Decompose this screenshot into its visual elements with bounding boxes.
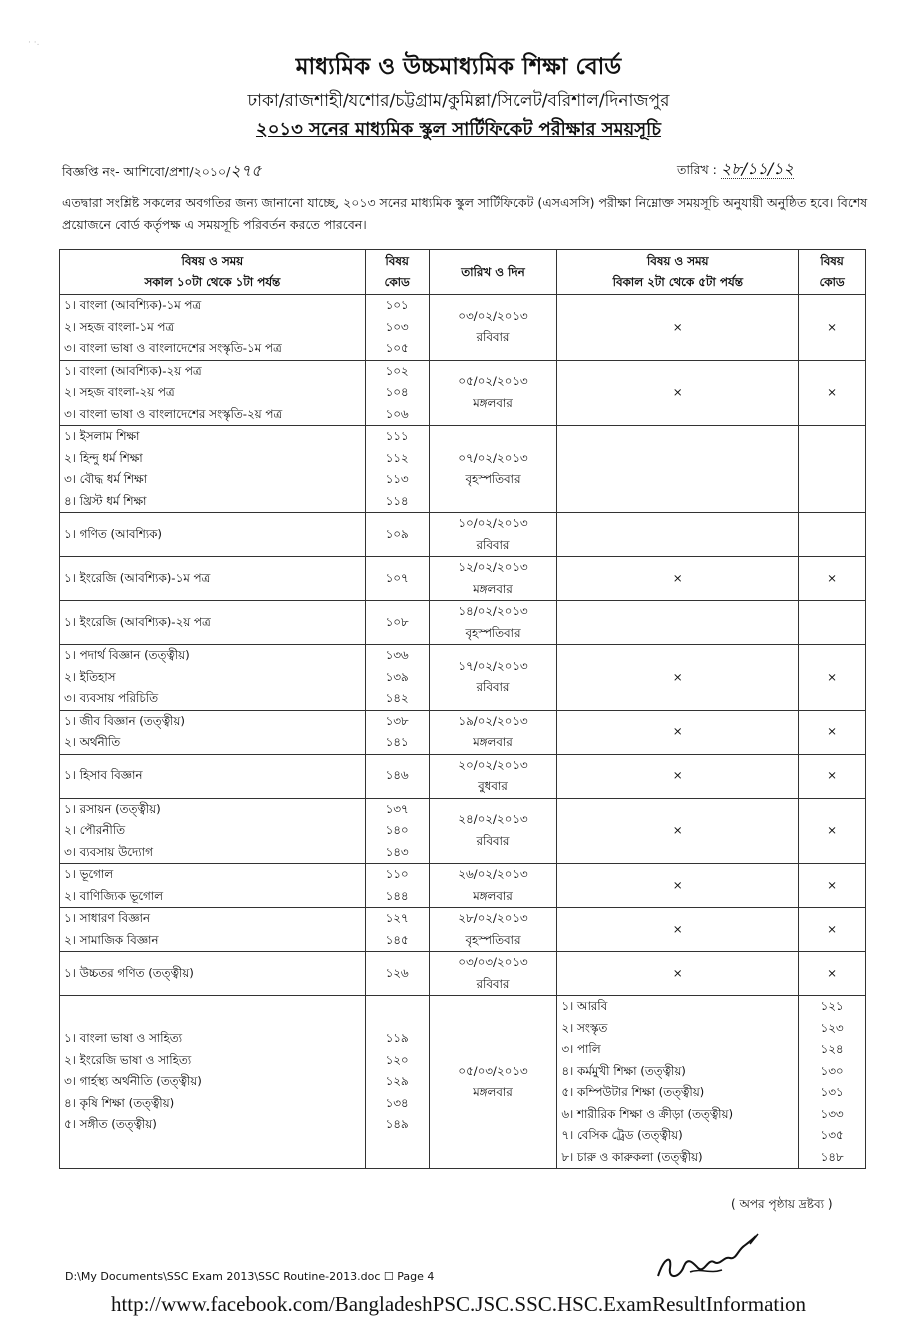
- header-code: [365, 250, 429, 295]
- date-cell: [429, 360, 557, 426]
- exam-day: বৃহস্পতিবার: [465, 932, 521, 947]
- date-cell: [429, 908, 557, 952]
- morning-code: ১০৭: [385, 570, 409, 585]
- exam-day: বৃহস্পতিবার: [465, 472, 521, 486]
- afternoon-code: ×: [827, 724, 837, 739]
- afternoon-subject: ৭। বেসিক ট্রেড (তত্ত্বীয়): [561, 1128, 683, 1142]
- morning-code: ১০২: [385, 363, 409, 378]
- morning-subjects-cell: [60, 360, 366, 426]
- afternoon-subjects-cell: [557, 996, 799, 1169]
- morning-code: ১৪৪: [385, 888, 409, 903]
- table-row: [60, 996, 866, 1169]
- exam-date: ১২/০২/২০১৩: [458, 560, 528, 574]
- exam-date: ০৭/০২/২০১৩: [458, 450, 528, 465]
- morning-subject: ৩। ব্যবসায় উদ্যোগ: [64, 844, 153, 859]
- morning-subject: ২। বাণিজ্যিক ভূগোল: [64, 888, 163, 903]
- afternoon-code: ১৩০: [820, 1063, 844, 1078]
- morning-code: ১০১: [385, 298, 409, 312]
- afternoon-code: ১২১: [820, 999, 844, 1013]
- morning-code: ১৩৯: [385, 669, 409, 684]
- notice-handwritten-number: ২৭৫: [230, 161, 262, 180]
- morning-code: ১৩৬: [385, 648, 409, 662]
- afternoon-code: ×: [827, 768, 837, 783]
- morning-code: ১০৮: [385, 614, 409, 629]
- exam-date: ২৪/০২/২০১৩: [458, 812, 528, 827]
- exam-date: ২৬/০২/২০১৩: [458, 867, 528, 881]
- morning-subject: ১। বাংলা (আবশ্যিক)-১ম পত্র: [64, 298, 202, 312]
- table-row: [60, 426, 866, 513]
- morning-subjects-cell: [60, 601, 366, 645]
- morning-code: ১১২: [385, 450, 409, 465]
- date-cell: [429, 645, 557, 711]
- afternoon-code-cell: [799, 908, 866, 952]
- exam-date: ০৩/০২/২০১৩: [458, 308, 528, 323]
- exam-day: রবিবার: [476, 680, 510, 695]
- afternoon-code-cell: [799, 798, 866, 864]
- morning-code-cell: [365, 295, 429, 361]
- exam-date: ১৭/০২/২০১৩: [458, 658, 528, 673]
- notice-date: [677, 156, 794, 183]
- morning-code: ১০৫: [385, 341, 409, 355]
- afternoon-subjects-cell: [557, 557, 799, 601]
- continued-note: ( অপর পৃষ্ঠায় দ্রষ্টব্য ): [731, 1197, 833, 1211]
- exam-day: মঙ্গলবার: [473, 888, 513, 903]
- morning-subject: ১। ইংরেজি (আবশ্যিক)-১ম পত্র: [64, 570, 211, 585]
- table-row: [60, 908, 866, 952]
- morning-subject: ২। অর্থনীতি: [64, 735, 121, 749]
- board-cities: ঢাকা/রাজশাহী/যশোর/চট্টগ্রাম/কুমিল্লা/সিলেট/বরিশাল/দিনাজপুর: [247, 91, 670, 111]
- morning-code: ১১১: [385, 429, 409, 443]
- intro-paragraph: এতদ্বারা সংশ্লিষ্ট সকলের অবগতির জন্য জানানো যাচ্ছে, ২০১৩ সনের মাধ্যমিক স্কুল সার্টিফিকেট (এসএসসি) পরীক্ষা নিম্নোক্ত সময়সূচি অনুযায়ী অনুষ্ঠিত হবে। বিশেষ প্রয়োজনে বোর্ড কর্তৃপক্ষ এ সময়সূচি পরিবর্তন করতে পারবেন।: [62, 195, 868, 232]
- morning-code: ১৩৮: [385, 713, 409, 728]
- afternoon-code-cell: [799, 295, 866, 361]
- afternoon-code: ×: [827, 669, 837, 684]
- morning-code-cell: [365, 864, 429, 908]
- morning-subject: ১। ভূগোল: [64, 867, 114, 881]
- morning-subject: ১। রসায়ন (তত্ত্বীয়): [64, 801, 161, 816]
- morning-code: ১৪২: [385, 691, 409, 705]
- morning-subject: ৩। বৌদ্ধ ধর্ম শিক্ষা: [64, 472, 148, 486]
- morning-code: ১৪০: [385, 823, 409, 837]
- exam-day: বুধবার: [478, 779, 508, 793]
- table-row: [60, 295, 866, 361]
- morning-subjects-cell: [60, 645, 366, 711]
- afternoon-code-cell: [799, 996, 866, 1169]
- date-cell: [429, 798, 557, 864]
- afternoon-code: ১৩৫: [820, 1128, 844, 1142]
- board-title: মাধ্যমিক ও উচ্চমাধ্যমিক শিক্ষা বোর্ড: [295, 54, 622, 80]
- file-path: D:\My Documents\SSC Exam 2013\SSC Routine-2013.doc: [65, 1270, 381, 1283]
- afternoon-code: ১৪৮: [820, 1149, 844, 1164]
- morning-code: ১৪১: [385, 735, 409, 749]
- afternoon-subject: ৪। কর্মমুখী শিক্ষা (তত্ত্বীয়): [561, 1063, 686, 1078]
- afternoon-code-cell: [799, 513, 866, 557]
- afternoon-subject: ×: [672, 669, 683, 684]
- morning-code-cell: [365, 557, 429, 601]
- exam-date: ০৫/০২/২০১৩: [458, 374, 528, 389]
- morning-code-cell: [365, 798, 429, 864]
- date-cell: [429, 996, 557, 1169]
- morning-code: ১৪৫: [385, 932, 409, 947]
- exam-day: রবিবার: [476, 833, 510, 848]
- morning-subjects-cell: [60, 996, 366, 1169]
- exam-day: রবিবার: [476, 537, 510, 552]
- table-row: [60, 864, 866, 908]
- exam-date: ১০/০২/২০১৩: [458, 516, 528, 530]
- afternoon-subject: ৬। শারীরিক শিক্ষা ও ক্রীড়া (তত্ত্বীয়): [561, 1106, 734, 1121]
- exam-date: ১৯/০২/২০১৩: [458, 713, 528, 728]
- afternoon-code: ১২৪: [820, 1042, 844, 1056]
- morning-code: ১০৬: [385, 406, 409, 421]
- date-cell: [429, 710, 557, 754]
- header-afternoon-title: বিষয় ও সময়: [646, 253, 709, 268]
- table-row: [60, 601, 866, 645]
- afternoon-subject: ৮। চারু ও কারুকলা (তত্ত্বীয়): [561, 1149, 703, 1164]
- notice-number: [62, 158, 261, 185]
- exam-schedule-table: [59, 249, 866, 1169]
- morning-subject: ৫। সঙ্গীত (তত্ত্বীয়): [64, 1117, 157, 1132]
- afternoon-code: ১২৩: [820, 1020, 844, 1035]
- morning-code: ১১৯: [385, 1031, 409, 1046]
- morning-subject: ১। জীব বিজ্ঞান (তত্ত্বীয়): [64, 713, 185, 728]
- date-cell: [429, 754, 557, 798]
- scan-specks: · ·.: [28, 38, 40, 48]
- afternoon-subjects-cell: [557, 754, 799, 798]
- afternoon-code: ×: [827, 965, 837, 980]
- morning-subject: ২। পৌরনীতি: [64, 823, 125, 837]
- morning-subjects-cell: [60, 513, 366, 557]
- afternoon-subjects-cell: [557, 864, 799, 908]
- afternoon-subjects-cell: [557, 952, 799, 996]
- table-row: [60, 557, 866, 601]
- morning-code: ১৪৬: [385, 768, 409, 783]
- header-morning-time: সকাল ১০টা থেকে ১টা পর্যন্ত: [144, 275, 281, 289]
- afternoon-code: ×: [827, 319, 837, 334]
- date-cell: [429, 513, 557, 557]
- morning-code-cell: [365, 952, 429, 996]
- morning-subject: ২। ইংরেজি ভাষা ও সাহিত্য: [64, 1052, 192, 1067]
- header-afternoon: [557, 250, 799, 295]
- morning-subject: ১। পদার্থ বিজ্ঞান (তত্ত্বীয়): [64, 648, 190, 662]
- morning-code-cell: [365, 513, 429, 557]
- morning-subject: ১। উচ্চতর গণিত (তত্ত্বীয়): [64, 965, 194, 980]
- morning-subjects-cell: [60, 952, 366, 996]
- afternoon-code: ×: [827, 877, 837, 892]
- morning-subjects-cell: [60, 908, 366, 952]
- afternoon-subjects-cell: [557, 295, 799, 361]
- afternoon-subject: ×: [672, 319, 683, 334]
- morning-subjects-cell: [60, 710, 366, 754]
- afternoon-code: ১৩৩: [820, 1106, 844, 1121]
- exam-title: ২০১৩ সনের মাধ্যমিক স্কুল সার্টিফিকেট পরীক্ষার সময়সূচি: [255, 119, 662, 140]
- exam-day: রবিবার: [476, 330, 510, 345]
- afternoon-code: ×: [827, 385, 837, 399]
- afternoon-code-cell: [799, 952, 866, 996]
- exam-date: ১৪/০২/২০১৩: [458, 604, 528, 618]
- header-afternoon-time: বিকাল ২টা থেকে ৫টা পর্যন্ত: [612, 275, 743, 289]
- notice-label: বিজ্ঞপ্তি নং- আশিবো/প্রশা/২০১০/: [62, 164, 231, 179]
- morning-code: ১৩৭: [385, 801, 409, 816]
- morning-code: ১০৪: [385, 385, 409, 399]
- date-cell: [429, 295, 557, 361]
- morning-code: ১৩৪: [385, 1095, 409, 1110]
- afternoon-code-cell: [799, 710, 866, 754]
- afternoon-subject: ×: [672, 877, 683, 892]
- exam-day: রবিবার: [476, 976, 510, 991]
- date-cell: [429, 952, 557, 996]
- table-row: [60, 952, 866, 996]
- afternoon-subject: ×: [672, 724, 683, 739]
- afternoon-code-cell: [799, 645, 866, 711]
- afternoon-code-cell: [799, 557, 866, 601]
- morning-subject: ৩। ব্যবসায় পরিচিতি: [64, 691, 158, 705]
- header-morning: [60, 250, 366, 295]
- morning-subject: ১। বাংলা (আবশ্যিক)-২য় পত্র: [64, 363, 202, 378]
- afternoon-code-cell: [799, 426, 866, 513]
- exam-day: মঙ্গলবার: [473, 1085, 513, 1099]
- morning-code-cell: [365, 754, 429, 798]
- afternoon-code: ×: [827, 921, 837, 936]
- exam-date: ২০/০২/২০১৩: [458, 757, 528, 772]
- morning-code: ১২৯: [385, 1074, 409, 1089]
- exam-date: ২৮/০২/২০১৩: [458, 911, 528, 925]
- afternoon-subjects-cell: [557, 601, 799, 645]
- page-number: Page 4: [397, 1270, 435, 1283]
- header-acode-line2: কোড: [819, 275, 845, 289]
- date-handwritten: ২৮/১১/১২: [720, 159, 794, 178]
- afternoon-code: ×: [827, 823, 837, 837]
- morning-subject: ২। ইতিহাস: [64, 669, 116, 684]
- morning-code: ১০৩: [385, 319, 409, 334]
- header-code-line1: বিষয়: [385, 253, 409, 268]
- page-box-icon: ☐: [383, 1270, 394, 1283]
- morning-code-cell: [365, 426, 429, 513]
- morning-code: ১৪৩: [385, 844, 409, 859]
- morning-subject: ২। হিন্দু ধর্ম শিক্ষা: [64, 450, 143, 465]
- morning-code: ১১৪: [385, 493, 409, 508]
- morning-subjects-cell: [60, 295, 366, 361]
- morning-code-cell: [365, 996, 429, 1169]
- afternoon-code-cell: [799, 360, 866, 426]
- morning-code-cell: [365, 710, 429, 754]
- signature-image: [650, 1228, 770, 1288]
- date-label: তারিখ :: [677, 162, 717, 177]
- afternoon-code-cell: [799, 601, 866, 645]
- morning-code: ১০৯: [385, 526, 409, 541]
- exam-date: ০৫/০৩/২০১৩: [458, 1063, 528, 1078]
- exam-date: ০৩/০৩/২০১৩: [458, 955, 528, 969]
- morning-code: ১৪৯: [385, 1117, 409, 1132]
- morning-subjects-cell: [60, 426, 366, 513]
- morning-subject: ১। গণিত (আবশ্যিক): [64, 526, 163, 541]
- morning-subjects-cell: [60, 864, 366, 908]
- afternoon-subjects-cell: [557, 908, 799, 952]
- date-cell: [429, 557, 557, 601]
- morning-code: ১২৭: [385, 911, 409, 925]
- afternoon-subject: ×: [672, 965, 683, 980]
- morning-subject: ১। ইসলাম শিক্ষা: [64, 429, 140, 443]
- afternoon-subjects-cell: [557, 426, 799, 513]
- afternoon-subjects-cell: [557, 645, 799, 711]
- morning-subjects-cell: [60, 557, 366, 601]
- table-row: [60, 645, 866, 711]
- header-acode-line1: বিষয়: [820, 253, 844, 268]
- table-row: [60, 360, 866, 426]
- afternoon-subject: ১। আরবি: [561, 999, 608, 1013]
- afternoon-subject: ×: [672, 921, 683, 936]
- table-row: [60, 798, 866, 864]
- exam-day: মঙ্গলবার: [473, 735, 513, 749]
- morning-subject: ১। ইংরেজি (আবশ্যিক)-২য় পত্র: [64, 614, 211, 629]
- exam-day: মঙ্গলবার: [473, 395, 513, 410]
- document-footer: [65, 1270, 434, 1283]
- morning-code: ১২০: [385, 1052, 409, 1067]
- exam-day: বৃহস্পতিবার: [465, 625, 521, 640]
- afternoon-code-cell: [799, 864, 866, 908]
- afternoon-code: ১৩১: [820, 1085, 844, 1099]
- header-afternoon-code: [799, 250, 866, 295]
- morning-subjects-cell: [60, 754, 366, 798]
- schedule-body: [60, 295, 866, 1169]
- morning-code-cell: [365, 908, 429, 952]
- morning-subject: ১। বাংলা ভাষা ও সাহিত্য: [64, 1031, 183, 1046]
- afternoon-subject: ২। সংস্কৃত: [561, 1020, 608, 1035]
- morning-subject: ২। সহজ বাংলা-১ম পত্র: [64, 319, 175, 334]
- afternoon-subject: ×: [672, 768, 683, 783]
- table-row: [60, 710, 866, 754]
- table-row: [60, 754, 866, 798]
- morning-subject: ৩। গার্হস্থ্য অর্থনীতি (তত্ত্বীয়): [64, 1074, 202, 1089]
- afternoon-subjects-cell: [557, 360, 799, 426]
- afternoon-subject: ৫। কম্পিউটার শিক্ষা (তত্ত্বীয়): [561, 1085, 705, 1099]
- afternoon-subject: ×: [672, 823, 683, 837]
- morning-subject: ২। সামাজিক বিজ্ঞান: [64, 932, 159, 947]
- morning-subject: ২। সহজ বাংলা-২য় পত্র: [64, 385, 175, 399]
- date-cell: [429, 864, 557, 908]
- afternoon-subjects-cell: [557, 798, 799, 864]
- morning-subjects-cell: [60, 798, 366, 864]
- morning-code: ১১৩: [385, 472, 409, 486]
- morning-subject: ৩। বাংলা ভাষা ও বাংলাদেশের সংস্কৃতি-২য় পত্র: [64, 406, 283, 421]
- afternoon-subject: ৩। পালি: [561, 1042, 601, 1056]
- exam-day: মঙ্গলবার: [473, 581, 513, 596]
- morning-code-cell: [365, 645, 429, 711]
- header-morning-title: বিষয় ও সময়: [181, 253, 244, 268]
- table-header-row: [60, 250, 866, 295]
- afternoon-code-cell: [799, 754, 866, 798]
- morning-subject: ৪। খ্রিস্ট ধর্ম শিক্ষা: [64, 493, 147, 508]
- morning-code-cell: [365, 601, 429, 645]
- header-date: তারিখ ও দিন: [429, 250, 557, 295]
- date-cell: [429, 601, 557, 645]
- afternoon-code: ×: [827, 570, 837, 585]
- afternoon-subject: ×: [672, 385, 683, 399]
- afternoon-subjects-cell: [557, 710, 799, 754]
- morning-subject: ১। সাধারণ বিজ্ঞান: [64, 911, 150, 925]
- morning-subject: ১। হিসাব বিজ্ঞান: [64, 768, 143, 783]
- table-row: [60, 513, 866, 557]
- morning-code-cell: [365, 360, 429, 426]
- source-url: http://www.facebook.com/BangladeshPSC.JSC.SSC.HSC.ExamResultInformation: [110, 1292, 807, 1316]
- afternoon-subject: ×: [672, 570, 683, 585]
- morning-code: ১১০: [385, 867, 409, 881]
- header-code-line2: কোড: [384, 275, 410, 289]
- morning-code: ১২৬: [385, 965, 409, 980]
- date-cell: [429, 426, 557, 513]
- morning-subject: ৪। কৃষি শিক্ষা (তত্ত্বীয়): [64, 1095, 175, 1110]
- morning-subject: ৩। বাংলা ভাষা ও বাংলাদেশের সংস্কৃতি-১ম পত্র: [64, 341, 282, 355]
- afternoon-subjects-cell: [557, 513, 799, 557]
